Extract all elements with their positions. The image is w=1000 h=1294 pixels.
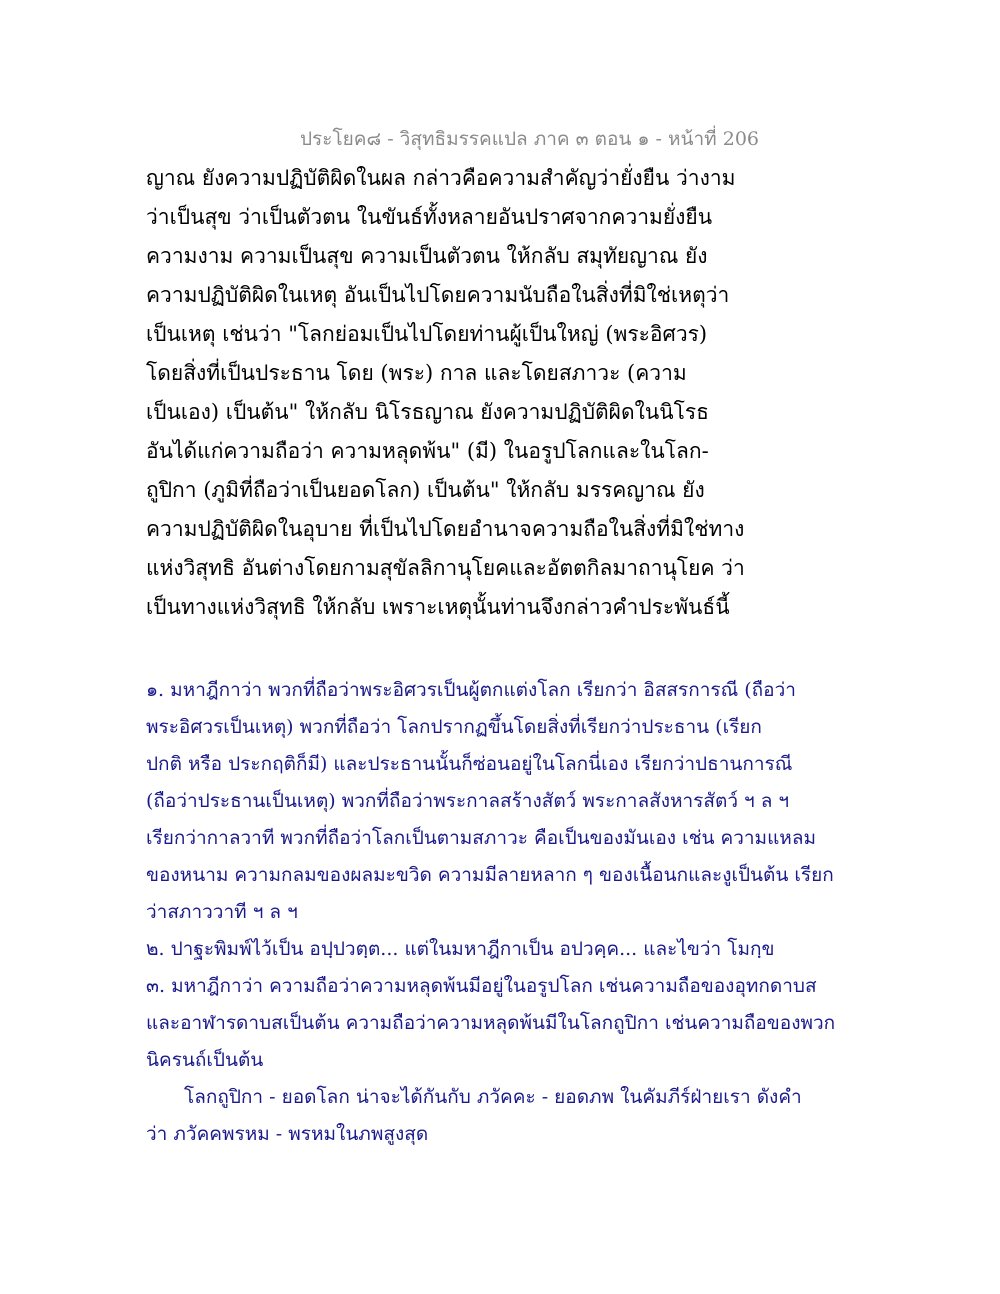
footnote-line: ปกติ หรือ ประกฤติก็มี) และประธานนั้นก็ซ่อนอยู่ในโลกนี่เอง เรียกว่าปธานการณี (146, 753, 793, 775)
body-line: อันได้แก่ความถือว่า ความหลุดพ้น" (มี) ในอรูปโลกและในโลก- (146, 439, 709, 463)
footnote-line: โลกถูปิกา - ยอดโลก น่าจะได้กันกับ ภวัคคะ - ยอดภพ ในคัมภีร์ฝ่ายเรา ดังคำ (184, 1086, 802, 1108)
footnote-line: (ถือว่าประธานเป็นเหตุ) พวกที่ถือว่าพระกาลสร้างสัตว์ พระกาลสังหารสัตว์ ฯ ล ฯ (146, 790, 790, 812)
footnote-line: ๒. ปาฐะพิมพ์ไว้เป็น อปฺปวตฺต... แต่ในมหาฎีกาเป็น อปวคฺค... และไขว่า โมกฺข (146, 938, 775, 960)
body-line: เป็นเหตุ เช่นว่า "โลกย่อมเป็นไปโดยท่านผู้เป็นใหญ่ (พระอิศวร) (146, 322, 708, 346)
footnote-line: นิครนถ์เป็นต้น (146, 1049, 264, 1071)
footnote-line: พระอิศวรเป็นเหตุ) พวกที่ถือว่า โลกปรากฏขึ้นโดยสิ่งที่เรียกว่าประธาน (เรียก (146, 716, 762, 738)
body-line: ความปฏิบัติผิดในอุบาย ที่เป็นไปโดยอำนาจความถือในสิ่งที่มิใช่ทาง (146, 517, 745, 541)
footnote-line: ว่าสภาววาที ฯ ล ฯ (146, 901, 298, 923)
page-header: ประโยค๘ - วิสุทธิมรรคแปล ภาค ๓ ตอน ๑ - หน้าที่ 206 (300, 128, 760, 150)
footnote-line: ว่า ภวัคคพรหม - พรหมในภพสูงสุด (146, 1123, 429, 1145)
body-line: ว่าเป็นสุข ว่าเป็นตัวตน ในขันธ์ทั้งหลายอันปราศจากความยั่งยืน (146, 205, 713, 229)
footnote-line: และอาฬารดาบสเป็นต้น ความถือว่าความหลุดพ้นมีในโลกถูปิกา เช่นความถือของพวก (146, 1012, 836, 1034)
body-line: เป็นทางแห่งวิสุทธิ ให้กลับ เพราะเหตุนั้นท่านจึงกล่าวคำประพันธ์นี้ (146, 595, 730, 619)
body-line: ความปฏิบัติผิดในเหตุ อันเป็นไปโดยความนับถือในสิ่งที่มิใช่เหตุว่า (146, 283, 730, 307)
footnote-line: ๓. มหาฎีกาว่า ความถือว่าความหลุดพ้นมีอยู่ในอรูปโลก เช่นความถือของอุทกดาบส (146, 975, 817, 997)
body-line: แห่งวิสุทธิ อันต่างโดยกามสุขัลลิกานุโยคและอัตตกิลมาถานุโยค ว่า (146, 556, 745, 580)
body-line: โดยสิ่งที่เป็นประธาน โดย (พระ) กาล และโดยสภาวะ (ความ (146, 361, 687, 385)
body-line: ญาณ ยังความปฏิบัติผิดในผล กล่าวคือความสำคัญว่ายั่งยืน ว่างาม (146, 166, 736, 190)
footnote-line: เรียกว่ากาลวาที พวกที่ถือว่าโลกเป็นตามสภาวะ คือเป็นของมันเอง เช่น ความแหลม (146, 827, 817, 849)
body-line: ความงาม ความเป็นสุข ความเป็นตัวตน ให้กลับ สมุทัยญาณ ยัง (146, 244, 708, 268)
body-line: เป็นเอง) เป็นต้น" ให้กลับ นิโรธญาณ ยังความปฏิบัติผิดในนิโรธ (146, 400, 709, 424)
footnote-line: ๑. มหาฎีกาว่า พวกที่ถือว่าพระอิศวรเป็นผู้ตกแต่งโลก เรียกว่า อิสสรการณี (ถือว่า (146, 679, 796, 701)
body-line: ถูปิกา (ภูมิที่ถือว่าเป็นยอดโลก) เป็นต้น" ให้กลับ มรรคญาณ ยัง (146, 478, 705, 502)
footnote-line: ของหนาม ความกลมของผลมะขวิด ความมีลายหลาก ๆ ของเนื้อนกและงูเป็นต้น เรียก (146, 864, 834, 886)
